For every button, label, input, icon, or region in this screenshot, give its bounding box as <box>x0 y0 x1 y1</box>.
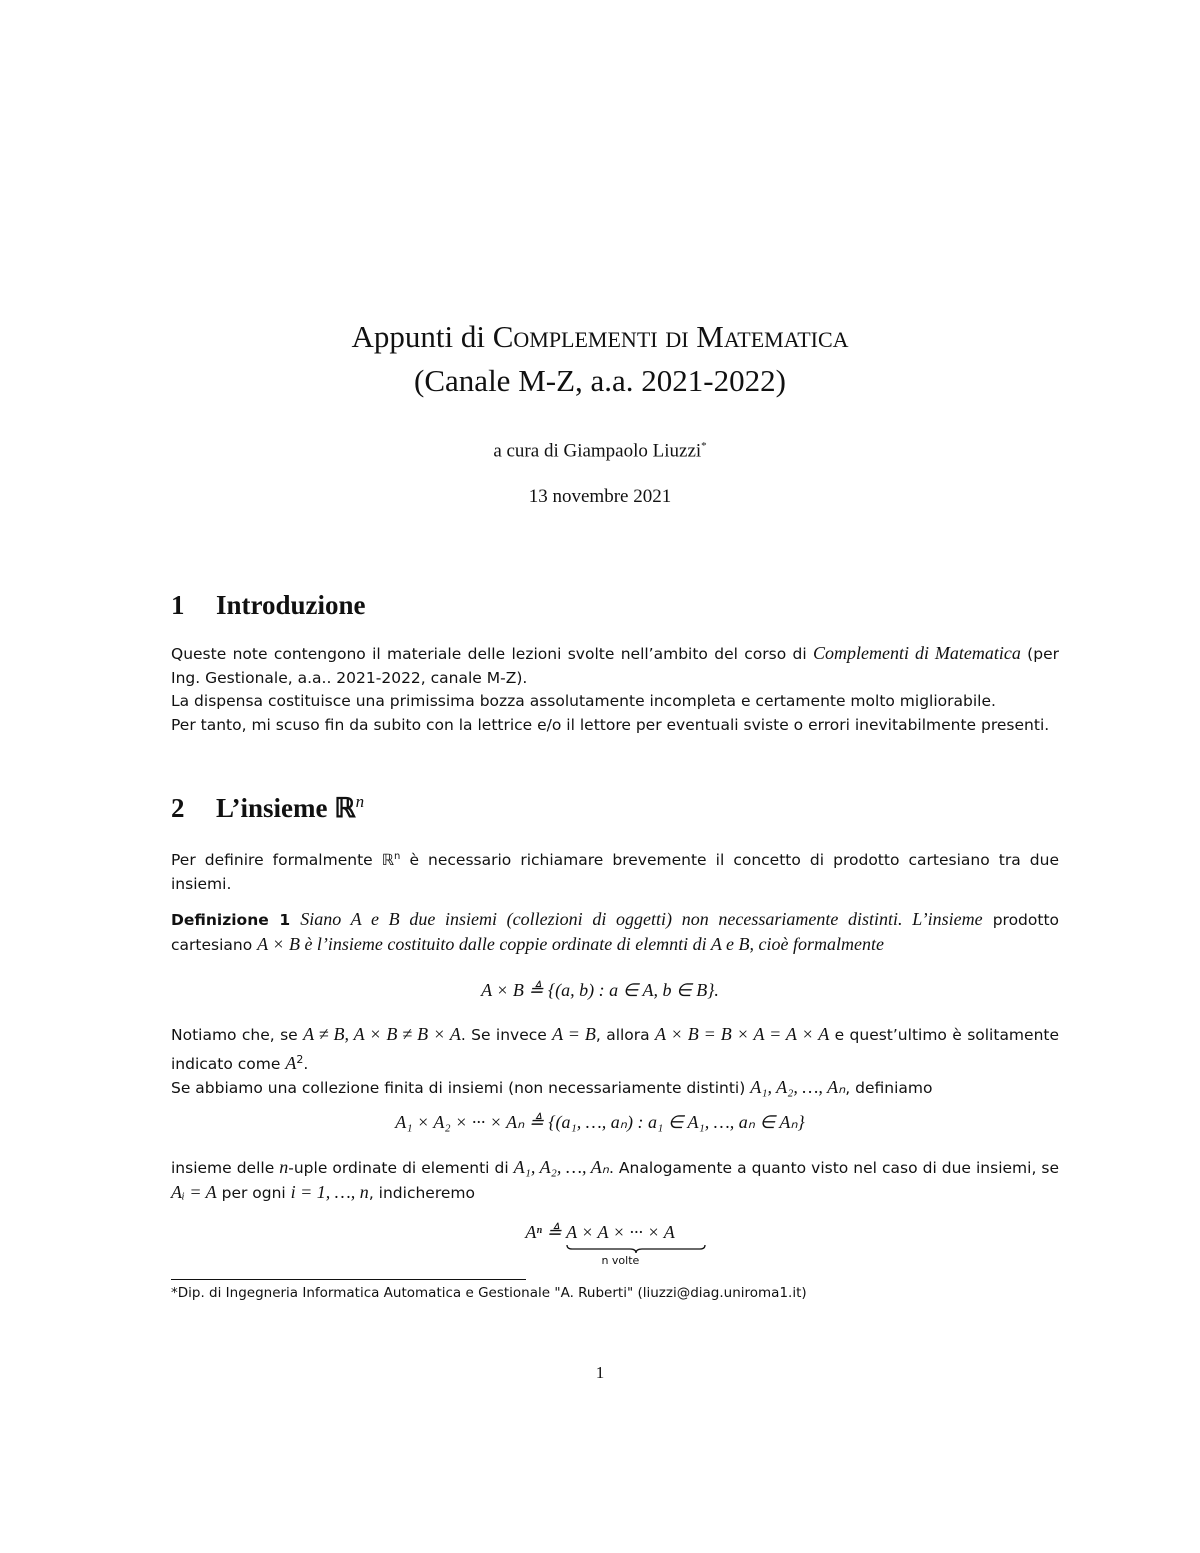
section-title: Introduzione <box>216 590 366 620</box>
p2-text: . <box>303 1054 309 1073</box>
section-number: 1 <box>171 590 185 620</box>
p2-text: e quest’ultimo è solitamente indicato come <box>171 1026 1060 1073</box>
section-heading-1 <box>171 590 366 621</box>
intro-p1-text-end: (per Ing. Gestionale, a.a.. 2021-2022, canale M-Z). <box>171 645 1059 687</box>
date: 13 novembre 2021 <box>528 486 672 507</box>
title-course: Complementi di Matematica <box>492 319 849 354</box>
equation-n-product <box>0 1112 1200 1134</box>
intro-paragraph-1 <box>171 642 1059 690</box>
rn-p1-sup: n <box>394 851 401 862</box>
rn-paragraph-1 <box>171 845 1059 896</box>
p4-math: n <box>279 1157 289 1177</box>
definition-text-b: prodotto cartesiano <box>171 911 1060 954</box>
equation-text: A₁ × A₂ × ··· × Aₙ ≜ {(a₁, …, aₙ) : a₁ ∈ A₁, …, aₙ ∈ Aₙ} <box>395 1112 805 1132</box>
underbrace-icon <box>566 1244 706 1254</box>
p4-text: per ogni <box>216 1183 291 1202</box>
p4-text: insieme delle <box>171 1159 280 1177</box>
p3-math: A₁, A₂, …, Aₙ <box>750 1077 846 1098</box>
p2-math: A <box>285 1052 297 1073</box>
section-heading-2 <box>171 792 364 824</box>
intro-text <box>171 642 1059 737</box>
author <box>0 440 1200 462</box>
author-footnote-mark: * <box>701 440 707 452</box>
p2-text: . Se invece <box>460 1026 553 1044</box>
equation-text: A × B ≜ {(a, b) : a ∈ A, b ∈ B}. <box>481 980 719 1000</box>
definition-label: Definizione 1 <box>171 911 291 929</box>
p4-text: -uple ordinate di elementi di <box>288 1159 514 1177</box>
rn-paragraph-2 <box>171 1023 1059 1101</box>
title-line-1 <box>0 318 1200 356</box>
footnote-rule <box>171 1279 526 1280</box>
p3-text: Se abbiamo una collezione finita di insiemi (non necessariamente distinti) <box>171 1079 751 1098</box>
p4-text: , indicheremo <box>368 1183 475 1202</box>
section-title: L’insieme ℝ <box>216 793 356 823</box>
intro-p1-text: Queste note contengono il materiale delle lezioni svolte nell’ambito del corso di <box>171 645 814 663</box>
intro-paragraph-2: La dispensa costituisce una primissima bozza assolutamente incompleta e certamente molto migliorabile. <box>171 692 996 710</box>
p2-math: A = B <box>552 1024 596 1044</box>
p3-text: , definiamo <box>845 1079 933 1098</box>
p2-math: A ≠ B, A × B ≠ B × A <box>303 1024 461 1044</box>
p2-text: Notiamo che, se <box>171 1026 304 1044</box>
p2-math: A × B = B × A = A × A <box>655 1024 830 1044</box>
title-prefix: Appunti di <box>351 319 493 354</box>
p4-text: . Analogamente a quanto visto nel caso di due insiemi, se <box>608 1159 1060 1177</box>
footnote: *Dip. di Ingegneria Informatica Automatica e Gestionale "A. Ruberti" (liuzzi@diag.uniroma1.it) <box>171 1285 807 1301</box>
underbrace-group <box>566 1222 675 1267</box>
p4-math: Aᵢ = A <box>171 1181 217 1202</box>
rn-paragraph-4 <box>171 1156 1059 1205</box>
definition-1 <box>171 908 1059 957</box>
rn-p1-text: Per definire formalmente ℝ <box>171 851 395 870</box>
definition-math: A × B <box>257 933 300 954</box>
section-title-superscript: n <box>355 792 365 811</box>
equation-cartesian-product <box>0 980 1200 1002</box>
p4-math: i = 1, …, n <box>290 1181 369 1202</box>
rn-p1-text-end: è necessario richiamare brevemente il concetto di prodotto cartesiano tra due insiemi. <box>171 851 1059 893</box>
intro-paragraph-3: Per tanto, mi scuso fin da subito con la lettrice e/o il lettore per eventuali sviste o errori inevitabilmente presenti. <box>171 715 1050 734</box>
definition-text-d: è l’insieme costituito dalle coppie ordinate di elemnti di A e B, cioè formalmente <box>299 933 884 954</box>
p2-sup: 2 <box>296 1052 304 1066</box>
definition-text-a: Siano A e B due insiemi (collezioni di oggetti) non necessariamente distinti. L’insieme <box>300 909 983 929</box>
section-number: 2 <box>171 793 185 823</box>
title-line-2: (Canale M-Z, a.a. 2021-2022) <box>414 363 786 398</box>
p4-math: A₁, A₂, …, Aₙ <box>513 1157 609 1177</box>
underbrace-content: A × A × ··· × A <box>566 1222 675 1242</box>
p2-text: , allora <box>595 1026 656 1044</box>
author-name: a cura di Giampaolo Liuzzi <box>493 440 702 462</box>
equation-a-power-n <box>0 1222 1200 1267</box>
page-number: 1 <box>595 1363 605 1382</box>
equation-lhs: Aⁿ ≜ <box>525 1222 567 1242</box>
underbrace-label: n volte <box>601 1254 640 1267</box>
course-name-italic: Complementi di Matematica <box>813 643 1021 663</box>
